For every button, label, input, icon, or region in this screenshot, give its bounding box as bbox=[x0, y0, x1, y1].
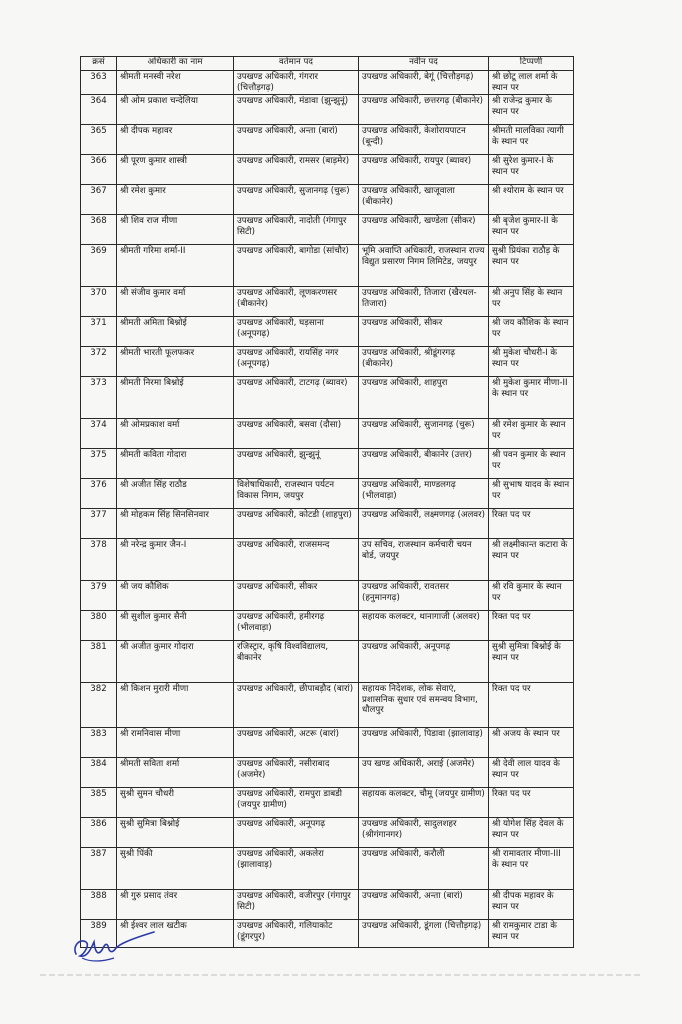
new-post-cell: उपखण्ड अधिकारी, अनूपगढ़ bbox=[359, 641, 489, 683]
new-post-cell: उपखण्ड अधिकारी, छत्तरगढ़ (बीकानेर) bbox=[359, 95, 489, 125]
table-row bbox=[81, 449, 574, 479]
current-post-cell: उपखण्ड अधिकारी, छीपाबड़ौद (बारां) bbox=[234, 683, 359, 728]
table-row bbox=[81, 788, 574, 818]
serial-cell: 365 bbox=[81, 125, 117, 155]
current-post-cell: उपखण्ड अधिकारी, नसीराबाद (अजमेर) bbox=[234, 758, 359, 788]
officer-name-cell: श्री शिव राज मीणा bbox=[117, 215, 234, 245]
table-body bbox=[81, 71, 574, 948]
current-post-cell: उपखण्ड अधिकारी, कोटडी (शाहपुरा) bbox=[234, 509, 359, 539]
new-post-cell: सहायक कलक्टर, चौमू (जयपुर ग्रामीण) bbox=[359, 788, 489, 818]
serial-cell: 378 bbox=[81, 539, 117, 581]
new-post-cell: सहायक निदेशक, लोक सेवाएं, प्रशासनिक सुधार एवं समन्वय विभाग, धौलपुर bbox=[359, 683, 489, 728]
new-post-cell: सहायक कलक्टर, थानागाजी (अलवर) bbox=[359, 611, 489, 641]
remark-cell: श्री जय कौशिक के स्थान पर bbox=[489, 317, 574, 347]
remark-cell: श्री सुरेश कुमार-I के स्थान पर bbox=[489, 155, 574, 185]
new-post-cell: उपखण्ड अधिकारी, पिडावा (झालावाड़) bbox=[359, 728, 489, 758]
new-post-cell: उपखण्ड अधिकारी, केशोरायपाटन (बून्दी) bbox=[359, 125, 489, 155]
serial-cell: 381 bbox=[81, 641, 117, 683]
current-post-cell: उपखण्ड अधिकारी, अटरू (बारां) bbox=[234, 728, 359, 758]
officer-name-cell: सुश्री सुमन चौधरी bbox=[117, 788, 234, 818]
officer-name-cell: श्री पूरण कुमार शास्त्री bbox=[117, 155, 234, 185]
officer-name-cell: श्रीमती कविता गोदारा bbox=[117, 449, 234, 479]
current-post-cell: उपखण्ड अधिकारी, गंगरार (चित्तौड़गढ़) bbox=[234, 71, 359, 95]
new-post-cell: उप खण्ड अधिकारी, अराई (अजमेर) bbox=[359, 758, 489, 788]
serial-cell: 384 bbox=[81, 758, 117, 788]
current-post-cell: उपखण्ड अधिकारी, अनूपगढ़ bbox=[234, 818, 359, 848]
officer-name-cell: श्री मोहकम सिंह सिनसिनवार bbox=[117, 509, 234, 539]
remark-cell: श्री मुकेश चौधरी-I के स्थान पर bbox=[489, 347, 574, 377]
current-post-cell: उपखण्ड अधिकारी, घड़साना (अनूपगढ़) bbox=[234, 317, 359, 347]
serial-cell: 376 bbox=[81, 479, 117, 509]
footer-rule bbox=[40, 974, 640, 976]
new-post-cell: उपखण्ड अधिकारी, शाहपुरा bbox=[359, 377, 489, 419]
table-row bbox=[81, 818, 574, 848]
new-post-cell: उपखण्ड अधिकारी, सीकर bbox=[359, 317, 489, 347]
new-post-cell: उपखण्ड अधिकारी, खण्डेला (सीकर) bbox=[359, 215, 489, 245]
remark-cell: श्री रवि कुमार के स्थान पर bbox=[489, 581, 574, 611]
new-post-cell: उपखण्ड अधिकारी, माण्डलगढ़ (भीलवाड़ा) bbox=[359, 479, 489, 509]
serial-cell: 370 bbox=[81, 287, 117, 317]
current-post-cell: उपखण्ड अधिकारी, रामसर (बाड़मेर) bbox=[234, 155, 359, 185]
officer-name-cell: श्रीमती भारती फूलफकर bbox=[117, 347, 234, 377]
remark-cell: रिक्त पद पर bbox=[489, 611, 574, 641]
officer-name-cell: श्री ओम प्रकाश चन्देलिया bbox=[117, 95, 234, 125]
officer-name-cell: श्री नरेन्द्र कुमार जैन-I bbox=[117, 539, 234, 581]
officer-name-cell: सुश्री पिंकी bbox=[117, 848, 234, 890]
serial-cell: 375 bbox=[81, 449, 117, 479]
current-post-cell: उपखण्ड अधिकारी, लूणकरणसर (बीकानेर) bbox=[234, 287, 359, 317]
new-post-cell: उप सचिव, राजस्थान कर्मचारी चयन बोर्ड, जयपुर bbox=[359, 539, 489, 581]
remark-cell: रिक्त पद पर bbox=[489, 509, 574, 539]
new-post-cell: भूमि अवाप्ति अधिकारी, राजस्थान राज्य विद्युत प्रसारण निगम लिमिटेड, जयपुर bbox=[359, 245, 489, 287]
officer-name-cell: श्रीमती अमिता बिश्नोई bbox=[117, 317, 234, 347]
officer-name-cell: श्रीमती सविता शर्मा bbox=[117, 758, 234, 788]
new-post-cell: उपखण्ड अधिकारी, बेगूं (चित्तौड़गढ़) bbox=[359, 71, 489, 95]
remark-cell: सुश्री प्रियंका राठौड़ के स्थान पर bbox=[489, 245, 574, 287]
current-post-cell: उपखण्ड अधिकारी, मंडावा (झुन्झुनूं) bbox=[234, 95, 359, 125]
remark-cell: सुश्री सुमित्रा बिश्नोई के स्थान पर bbox=[489, 641, 574, 683]
serial-cell: 367 bbox=[81, 185, 117, 215]
table-row bbox=[81, 347, 574, 377]
current-post-cell: उपखण्ड अधिकारी, बसवा (दौसा) bbox=[234, 419, 359, 449]
current-post-cell: विशेषाधिकारी, राजस्थान पर्यटन विकास निगम, जयपुर bbox=[234, 479, 359, 509]
remark-cell: श्री देवी लाल यादव के स्थान पर bbox=[489, 758, 574, 788]
current-post-cell: उपखण्ड अधिकारी, रायसिंह नगर (अनूपगढ़) bbox=[234, 347, 359, 377]
officer-name-cell: श्री रमेश कुमार bbox=[117, 185, 234, 215]
remark-cell: श्री दीपक महावर के स्थान पर bbox=[489, 890, 574, 920]
remark-cell: श्री रामकुमार टाडा के स्थान पर bbox=[489, 920, 574, 948]
officer-name-cell: श्री किशन मुरारी मीणा bbox=[117, 683, 234, 728]
remark-cell: श्रीमती मालविका त्यागी के स्थान पर bbox=[489, 125, 574, 155]
remark-cell: श्री सुभाष यादव के स्थान पर bbox=[489, 479, 574, 509]
current-post-cell: उपखण्ड अधिकारी, वजीरपुर (गंगापुर सिटी) bbox=[234, 890, 359, 920]
serial-cell: 382 bbox=[81, 683, 117, 728]
current-post-cell: उपखण्ड अधिकारी, बागोडा (सांचौर) bbox=[234, 245, 359, 287]
current-post-cell: उपखण्ड अधिकारी, राजसमन्द bbox=[234, 539, 359, 581]
remark-cell: श्री राजेन्द्र कुमार के स्थान पर bbox=[489, 95, 574, 125]
remark-cell: श्री लक्ष्मीकान्त कटारा के स्थान पर bbox=[489, 539, 574, 581]
table-header bbox=[81, 57, 574, 71]
current-post-cell: उपखण्ड अधिकारी, गलियाकोट (डूंगरपुर) bbox=[234, 920, 359, 948]
serial-cell: 363 bbox=[81, 71, 117, 95]
table-row bbox=[81, 848, 574, 890]
serial-cell: 377 bbox=[81, 509, 117, 539]
serial-cell: 389 bbox=[81, 920, 117, 948]
officer-name-cell: श्री सुशील कुमार सैनी bbox=[117, 611, 234, 641]
table-row bbox=[81, 758, 574, 788]
table-row bbox=[81, 509, 574, 539]
table-row bbox=[81, 479, 574, 509]
serial-cell: 380 bbox=[81, 611, 117, 641]
officer-name-cell: श्री गुरु प्रसाद तंवर bbox=[117, 890, 234, 920]
current-post-cell: उपखण्ड अधिकारी, सुजानगढ़ (चुरू) bbox=[234, 185, 359, 215]
table-row bbox=[81, 419, 574, 449]
table-row bbox=[81, 641, 574, 683]
remark-cell: श्री अनुप सिंह के स्थान पर bbox=[489, 287, 574, 317]
serial-cell: 366 bbox=[81, 155, 117, 185]
table-row bbox=[81, 245, 574, 287]
officer-name-cell: श्री जय कौशिक bbox=[117, 581, 234, 611]
new-post-cell: उपखण्ड अधिकारी, तिजारा (खैरथल-तिजारा) bbox=[359, 287, 489, 317]
serial-cell: 364 bbox=[81, 95, 117, 125]
new-post-cell: उपखण्ड अधिकारी, सादुलशहर (श्रीगंगानगर) bbox=[359, 818, 489, 848]
remark-cell: श्री रमेश कुमार के स्थान पर bbox=[489, 419, 574, 449]
serial-cell: 369 bbox=[81, 245, 117, 287]
header-officer-name: अधिकारी का नाम bbox=[117, 57, 234, 71]
current-post-cell: उपखण्ड अधिकारी, हमीरगढ़ (भीलवाड़ा) bbox=[234, 611, 359, 641]
officer-name-cell: श्री ओमप्रकाश वर्मा bbox=[117, 419, 234, 449]
new-post-cell: उपखण्ड अधिकारी, श्रीडूंगरगढ़ (बीकानेर) bbox=[359, 347, 489, 377]
current-post-cell: उपखण्ड अधिकारी, अकलेरा (झालावाड़) bbox=[234, 848, 359, 890]
remark-cell: श्री छोटू लाल शर्मा के स्थान पर bbox=[489, 71, 574, 95]
officer-name-cell: श्री अजीत कुमार गोदारा bbox=[117, 641, 234, 683]
transfer-list-table bbox=[80, 56, 574, 948]
table-row bbox=[81, 215, 574, 245]
table-row bbox=[81, 95, 574, 125]
table-row bbox=[81, 890, 574, 920]
officer-name-cell: श्रीमती मनस्वी नरेश bbox=[117, 71, 234, 95]
officer-name-cell: श्री ईश्वर लाल खटीक bbox=[117, 920, 234, 948]
serial-cell: 373 bbox=[81, 377, 117, 419]
remark-cell: श्री अजय के स्थान पर bbox=[489, 728, 574, 758]
remark-cell: श्री मुकेश कुमार मीणा-II के स्थान पर bbox=[489, 377, 574, 419]
table-row bbox=[81, 71, 574, 95]
serial-cell: 379 bbox=[81, 581, 117, 611]
remark-cell: रिक्त पद पर bbox=[489, 788, 574, 818]
current-post-cell: उपखण्ड अधिकारी, सीकर bbox=[234, 581, 359, 611]
current-post-cell: रजिस्ट्रार, कृषि विश्वविद्यालय, बीकानेर bbox=[234, 641, 359, 683]
officer-name-cell: श्रीमती गरिमा शर्मा-II bbox=[117, 245, 234, 287]
serial-cell: 372 bbox=[81, 347, 117, 377]
header-row bbox=[81, 57, 574, 71]
new-post-cell: उपखण्ड अधिकारी, खाजूवाला (बीकानेर) bbox=[359, 185, 489, 215]
table-row bbox=[81, 125, 574, 155]
new-post-cell: उपखण्ड अधिकारी, अन्ता (बारां) bbox=[359, 890, 489, 920]
serial-cell: 386 bbox=[81, 818, 117, 848]
table-row bbox=[81, 287, 574, 317]
officer-name-cell: श्रीमती निरमा बिश्नोई bbox=[117, 377, 234, 419]
table-row bbox=[81, 611, 574, 641]
signature-mark bbox=[68, 928, 158, 968]
serial-cell: 385 bbox=[81, 788, 117, 818]
table-row bbox=[81, 317, 574, 347]
remark-cell: श्री बृजेश कुमार-II के स्थान पर bbox=[489, 215, 574, 245]
new-post-cell: उपखण्ड अधिकारी, रायपुर (ब्यावर) bbox=[359, 155, 489, 185]
current-post-cell: उपखण्ड अधिकारी, टाटगढ़ (ब्यावर) bbox=[234, 377, 359, 419]
new-post-cell: उपखण्ड अधिकारी, बीकानेर (उत्तर) bbox=[359, 449, 489, 479]
table-row bbox=[81, 377, 574, 419]
new-post-cell: उपखण्ड अधिकारी, रावतसर (हनुमानगढ़) bbox=[359, 581, 489, 611]
officer-name-cell: श्री संजीव कुमार वर्मा bbox=[117, 287, 234, 317]
header-remark: टिप्पणी bbox=[489, 57, 574, 71]
current-post-cell: उपखण्ड अधिकारी, रामपुरा डाबडी (जयपुर ग्रामीण) bbox=[234, 788, 359, 818]
remark-cell: श्री योगेश सिंह देवल के स्थान पर bbox=[489, 818, 574, 848]
officer-name-cell: सुश्री सुमित्रा बिश्नोई bbox=[117, 818, 234, 848]
table-row bbox=[81, 683, 574, 728]
remark-cell: रिक्त पद पर bbox=[489, 683, 574, 728]
serial-cell: 371 bbox=[81, 317, 117, 347]
header-current-post: वर्तमान पद bbox=[234, 57, 359, 71]
serial-cell: 374 bbox=[81, 419, 117, 449]
current-post-cell: उपखण्ड अधिकारी, नादोती (गंगापुर सिटी) bbox=[234, 215, 359, 245]
header-serial: क्रसं bbox=[81, 57, 117, 71]
officer-name-cell: श्री रामनिवास मीणा bbox=[117, 728, 234, 758]
current-post-cell: उपखण्ड अधिकारी, झुन्झुनूं bbox=[234, 449, 359, 479]
table-row bbox=[81, 185, 574, 215]
header-new-post: नवीन पद bbox=[359, 57, 489, 71]
new-post-cell: उपखण्ड अधिकारी, डूंगला (चित्तौड़गढ़) bbox=[359, 920, 489, 948]
serial-cell: 388 bbox=[81, 890, 117, 920]
serial-cell: 387 bbox=[81, 848, 117, 890]
officer-name-cell: श्री दीपक महावर bbox=[117, 125, 234, 155]
new-post-cell: उपखण्ड अधिकारी, सुजानगढ़ (चुरू) bbox=[359, 419, 489, 449]
serial-cell: 368 bbox=[81, 215, 117, 245]
new-post-cell: उपखण्ड अधिकारी, लक्ष्मणगढ़ (अलवर) bbox=[359, 509, 489, 539]
remark-cell: श्री रामावतार मीणा-III के स्थान पर bbox=[489, 848, 574, 890]
table-row bbox=[81, 539, 574, 581]
serial-cell: 383 bbox=[81, 728, 117, 758]
remark-cell: श्री पवन कुमार के स्थान पर bbox=[489, 449, 574, 479]
table-row bbox=[81, 728, 574, 758]
table-row bbox=[81, 581, 574, 611]
table-row bbox=[81, 155, 574, 185]
new-post-cell: उपखण्ड अधिकारी, करौली bbox=[359, 848, 489, 890]
remark-cell: श्री श्योराम के स्थान पर bbox=[489, 185, 574, 215]
officer-name-cell: श्री अजीत सिंह राठौड bbox=[117, 479, 234, 509]
current-post-cell: उपखण्ड अधिकारी, अन्ता (बारां) bbox=[234, 125, 359, 155]
